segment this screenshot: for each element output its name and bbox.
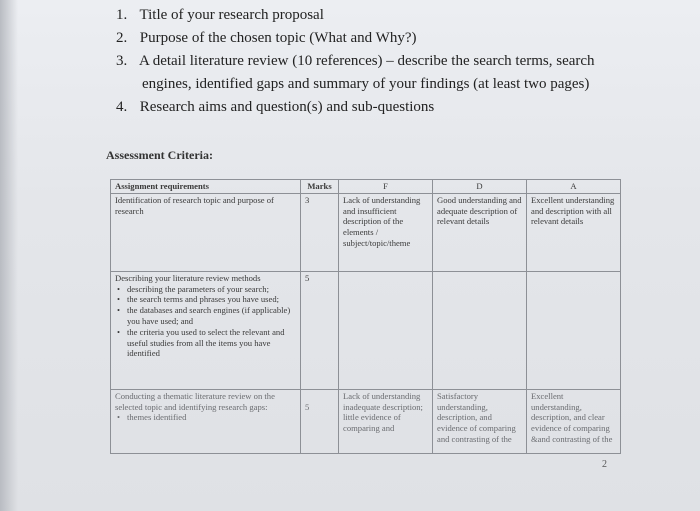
list-item: 1. Title of your research proposal <box>116 7 324 23</box>
list-item: 3. A detail literature review (10 references) – describe the search terms, search engines, identified gaps and summary of your findings (at least two pages) <box>116 50 595 96</box>
requirement-bullets <box>115 412 296 423</box>
page-number: 2 <box>602 459 607 470</box>
bullet-item: • the criteria you used to select the relevant and useful studies from all the items you have identified <box>115 327 296 359</box>
grade-f-cell: Lack of understanding inadequate description; little evidence of comparing and <box>339 389 433 453</box>
bullet-item: • the databases and search engines (if applicable) you have used; and <box>115 305 296 327</box>
table-row <box>111 271 621 389</box>
grade-a-cell: Excellent understanding, description, and clear evidence of comparing &and contrasting of the <box>527 389 621 453</box>
criteria-heading: Assessment Criteria: <box>106 148 213 162</box>
header-grade-a: A <box>527 180 621 194</box>
table-row <box>111 389 621 453</box>
marks-cell: 5 <box>301 389 339 453</box>
table-row <box>111 193 621 271</box>
requirement-cell: Identification of research topic and purpose of research <box>111 193 301 271</box>
bullet-item: • the search terms and phrases you have used; <box>115 294 296 305</box>
grade-a-cell: Excellent understanding and description with all relevant details <box>527 193 621 271</box>
grade-f-cell <box>339 271 433 389</box>
list-item-continuation: engines, identified gaps and summary of your findings (at least two pages) <box>142 76 590 92</box>
header-requirements: Assignment requirements <box>111 180 301 194</box>
requirement-bullets <box>115 284 296 360</box>
bullet-item: • describing the parameters of your search; <box>115 284 296 295</box>
grade-d-cell <box>433 271 527 389</box>
requirement-title: Conducting a thematic literature review on the selected topic and identifying research gaps: <box>115 390 275 412</box>
grade-f-cell: Lack of understanding and insufficient description of the elements / subject/topic/theme <box>339 193 433 271</box>
list-item: 2. Purpose of the chosen topic (What and Why?) <box>116 30 417 46</box>
page-shadow <box>0 0 18 511</box>
grade-d-cell: Satisfactory understanding, description, and evidence of comparing and contrasting of the <box>433 389 527 453</box>
marks-cell: 3 <box>301 193 339 271</box>
requirement-cell <box>111 389 301 453</box>
table-header-row <box>111 180 621 194</box>
requirement-title: Describing your literature review methods <box>115 272 261 283</box>
grade-a-cell <box>527 271 621 389</box>
proposal-requirements-list <box>116 4 595 119</box>
header-marks: Marks <box>301 180 339 194</box>
grade-d-cell: Good understanding and adequate description of relevant details <box>433 193 527 271</box>
assessment-criteria-table <box>110 179 621 454</box>
bullet-item: • themes identified <box>115 412 296 423</box>
header-grade-d: D <box>433 180 527 194</box>
marks-cell: 5 <box>301 271 339 389</box>
requirement-cell <box>111 271 301 389</box>
header-grade-f: F <box>339 180 433 194</box>
list-item: 4. Research aims and question(s) and sub-questions <box>116 99 435 115</box>
